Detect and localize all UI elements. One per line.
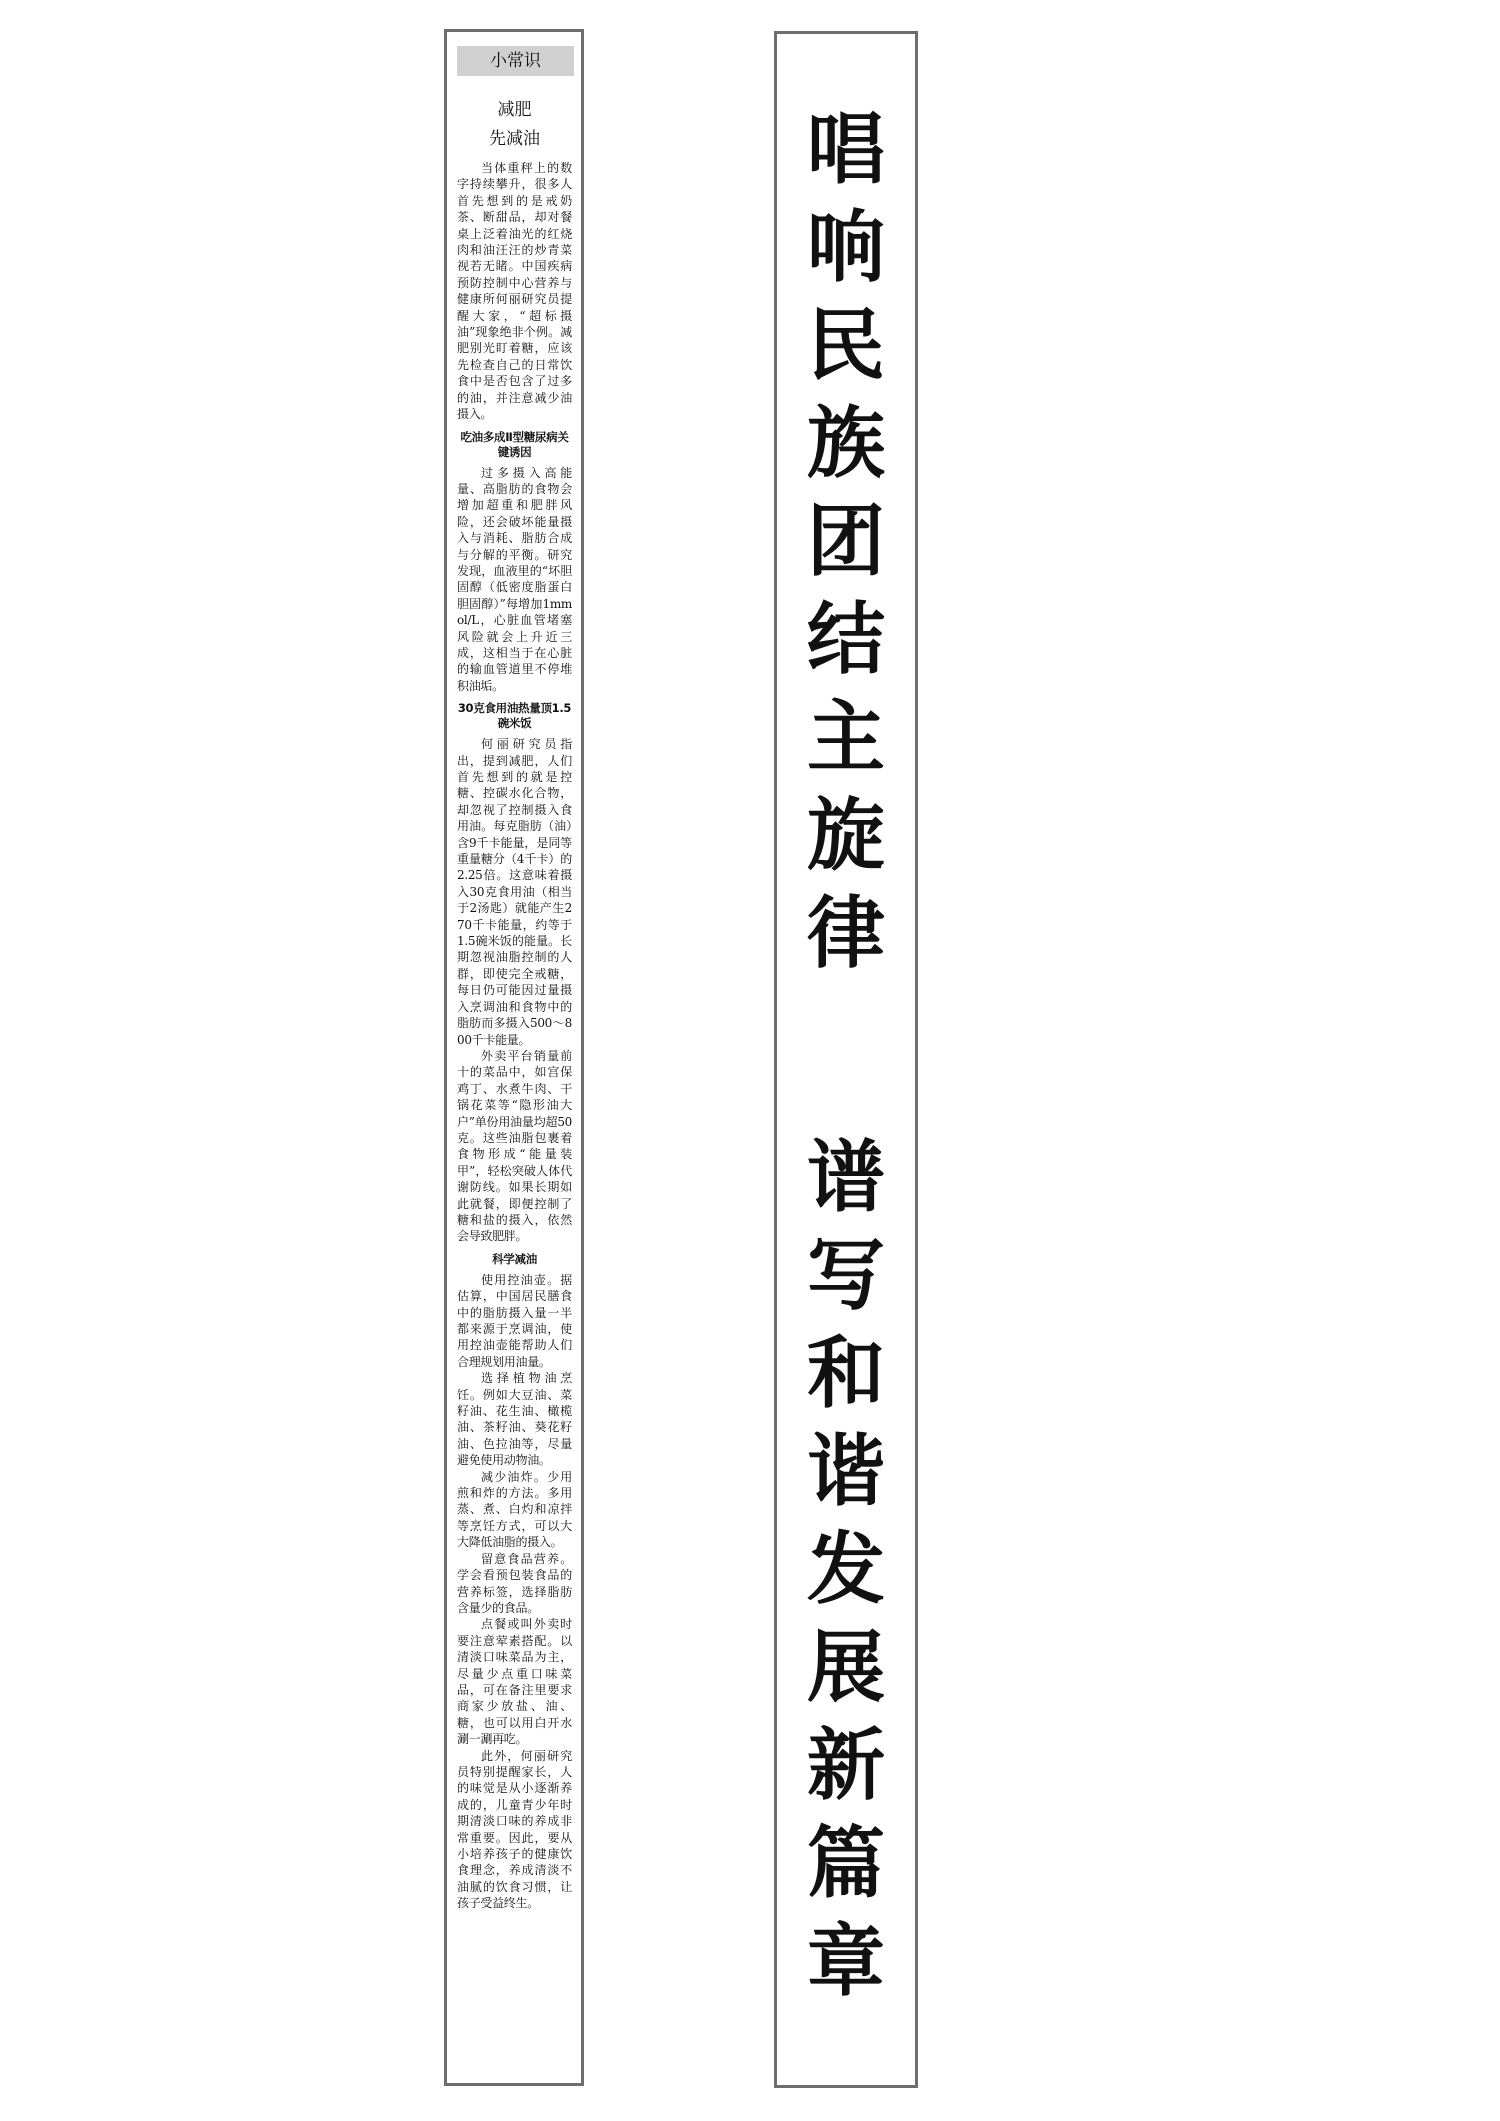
headline-line-1: 减肥 (497, 100, 532, 120)
slogan-line-1: 唱 响 民 族 团 结 主 旋 律 (806, 105, 885, 979)
slogan-banner (774, 31, 918, 2088)
subhead-diabetes: 吃油多成Ⅱ型糖尿病关键诱因 (460, 429, 569, 459)
subhead-oil-calories: 30克食用油热量顶1.5碗米饭 (457, 701, 572, 731)
slogan-line-2: 谱 写 和 谐 发 展 新 篇 章 (806, 1133, 885, 2007)
paragraph: 减少油炸。少用煎和炸的方法。多用蒸、煮、白灼和凉拌等烹饪方式，可以大大降低油脂的摄入。 (457, 1469, 572, 1550)
article-body (457, 160, 572, 1912)
column-tag: 小常识 (457, 46, 574, 76)
paragraph: 过多摄入高能量、高脂肪的食物会增加超重和肥胖风险，还会破坏能量摄入与消耗、脂肪合成与分解的平衡。研究发现，血液里的“坏胆固醇（低密度脂蛋白胆固醇）”每增加1mmol/L，心脏血管堵塞风险就会上升近三成，这相当于在心脏的输血管道里不停堆积油垢。 (457, 465, 572, 693)
paragraph: 使用控油壶。据估算，中国居民膳食中的脂肪摄入量一半都来源于烹调油，使用控油壶能帮助人们合理规划用油量。 (457, 1272, 572, 1369)
headline-line-2: 先减油 (489, 129, 540, 149)
paragraph: 选择植物油烹饪。例如大豆油、菜籽油、花生油、橄榄油、茶籽油、葵花籽油、色拉油等，尽量避免使用动物油。 (457, 1371, 572, 1468)
paragraph: 点餐或叫外卖时要注意荤素搭配。以清淡口味菜品为主，尽量少点重口味菜品，可在备注里要求商家少放盐、油、糖，也可以用白开水涮一涮再吃。 (457, 1617, 572, 1747)
health-tips-column (444, 29, 584, 2086)
article-headline (457, 96, 572, 154)
paragraph: 外卖平台销量前十的菜品中，如宫保鸡丁、水煮牛肉、干锅花菜等“隐形油大户”单份用油量均超50克。这些油脂包裹着食物形成“能量装甲”，轻松突破人体代谢防线。如果长期如此就餐，即便控制了糖和盐的摄入，依然会导致肥胖。 (457, 1048, 572, 1244)
paragraph: 此外，何丽研究员特别提醒家长，人的味觉是从小逐渐养成的，儿童青少年时期清淡口味的养成非常重要。因此，要从小培养孩子的健康饮食理念，养成清淡不油腻的饮食习惯，让孩子受益终生。 (457, 1748, 572, 1911)
subhead-reduce-oil: 科学减油 (492, 1251, 537, 1266)
intro-paragraph: 当体重秤上的数字持续攀升，很多人首先想到的是戒奶茶、断甜品，却对餐桌上泛着油光的红烧肉和油汪汪的炒青菜视若无睹。中国疾病预防控制中心营养与健康所何丽研究员提醒大家，“超标摄油”现象绝非个例。减肥别光盯着糖，应该先检查自己的日常饮食中是否包含了过多的油，并注意减少油摄入。 (457, 161, 572, 422)
paragraph: 留意食品营养。学会看预包装食品的营养标签，选择脂肪含量少的食品。 (457, 1551, 572, 1615)
paragraph: 何丽研究员指出，提到减肥，人们首先想到的就是控糖、控碳水化合物，却忽视了控制摄入食用油。每克脂肪（油）含9千卡能量，是同等重量糖分（4千卡）的2.25倍。这意味着摄入30克食用油（相当于2汤匙）就能产生270千卡能量，约等于1.5碗米饭的能量。长期忽视油脂控制的人群，即使完全戒糖，每日仍可能因过量摄入烹调油和食物中的脂肪而多摄入500～800千卡能量。 (457, 737, 572, 1047)
